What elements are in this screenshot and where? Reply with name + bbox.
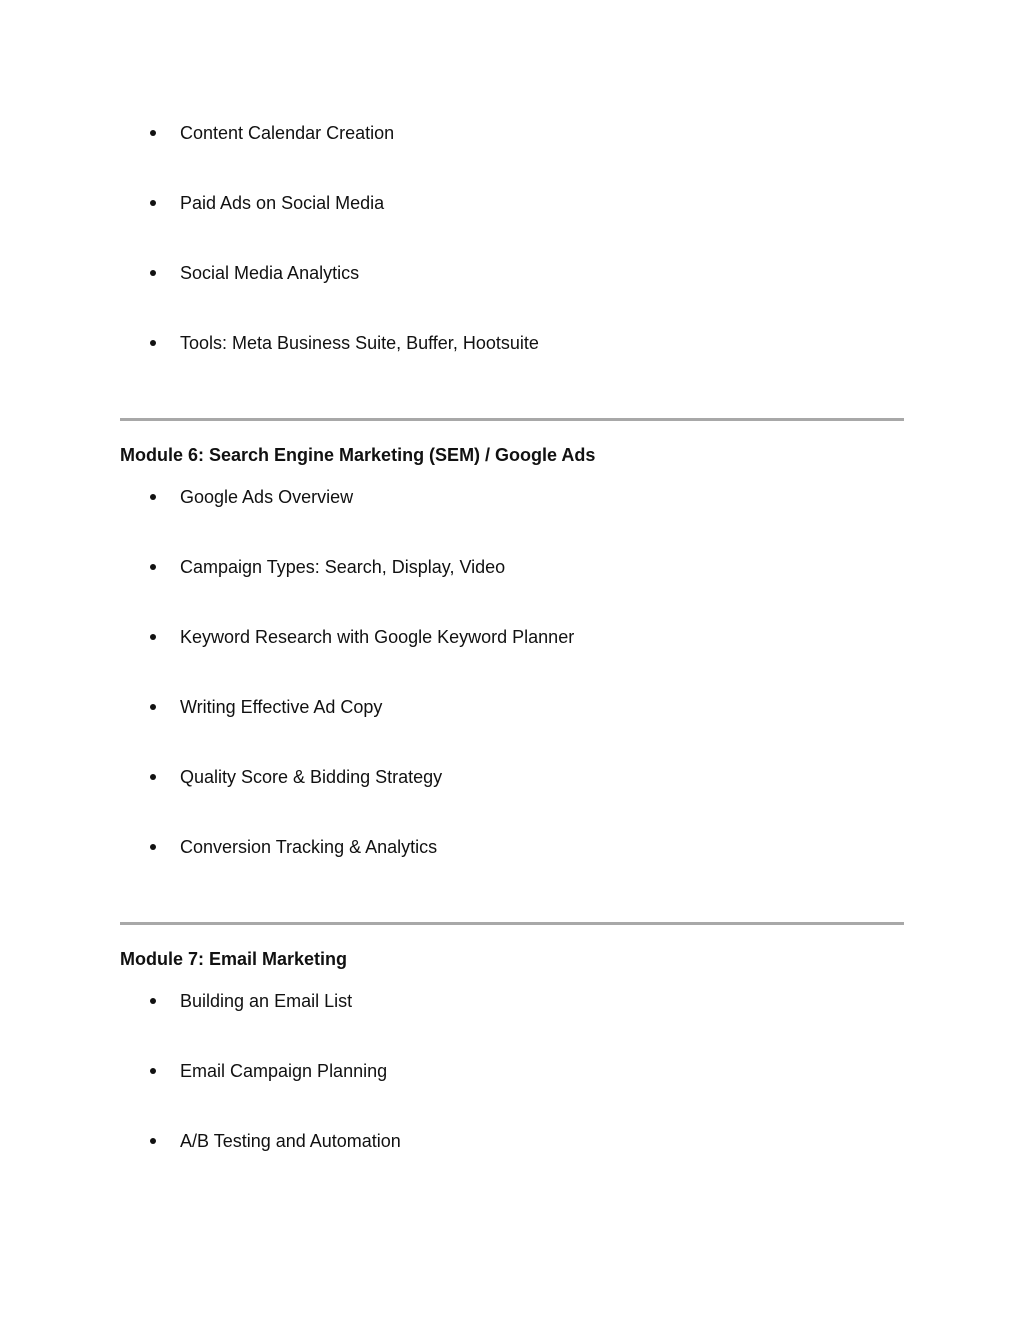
list-item-text: Campaign Types: Search, Display, Video <box>180 557 506 577</box>
list-item <box>150 765 442 789</box>
list-item <box>150 485 353 509</box>
bullet-icon <box>150 1068 156 1074</box>
module-6-heading: Module 6: Search Engine Marketing (SEM) / Google Ads <box>120 445 596 465</box>
list-item-text: Keyword Research with Google Keyword Planner <box>180 627 575 647</box>
bullet-icon <box>150 564 156 570</box>
list-item <box>150 989 352 1013</box>
list-item-text: A/B Testing and Automation <box>180 1131 401 1151</box>
list-item <box>150 555 505 579</box>
list-item-text: Paid Ads on Social Media <box>180 193 385 213</box>
list-item-text: Quality Score & Bidding Strategy <box>180 767 443 787</box>
bullet-icon <box>150 844 156 850</box>
section-divider <box>120 418 904 421</box>
list-item <box>150 695 382 719</box>
list-item-text: Content Calendar Creation <box>180 123 395 143</box>
bullet-icon <box>150 270 156 276</box>
bullet-icon <box>150 634 156 640</box>
list-item <box>150 1129 401 1153</box>
list-item-text: Writing Effective Ad Copy <box>180 697 383 717</box>
list-item <box>150 1059 387 1083</box>
section-divider <box>120 922 904 925</box>
bullet-icon <box>150 704 156 710</box>
bullet-icon <box>150 774 156 780</box>
module-7-heading: Module 7: Email Marketing <box>120 949 348 969</box>
list-item <box>150 121 394 145</box>
list-item <box>150 191 384 215</box>
bullet-icon <box>150 494 156 500</box>
list-item-text: Tools: Meta Business Suite, Buffer, Hootsuite <box>180 333 539 353</box>
list-item-text: Social Media Analytics <box>180 263 360 283</box>
bullet-icon <box>150 200 156 206</box>
bullet-icon <box>150 998 156 1004</box>
list-item <box>150 625 574 649</box>
bullet-icon <box>150 340 156 346</box>
bullet-icon <box>150 130 156 136</box>
list-item-text: Building an Email List <box>180 991 353 1011</box>
list-item-text: Conversion Tracking & Analytics <box>180 837 438 857</box>
bullet-icon <box>150 1138 156 1144</box>
list-item <box>150 331 539 355</box>
list-item <box>150 261 359 285</box>
list-item <box>150 835 437 859</box>
list-item-text: Email Campaign Planning <box>180 1061 388 1081</box>
list-item-text: Google Ads Overview <box>180 487 354 507</box>
